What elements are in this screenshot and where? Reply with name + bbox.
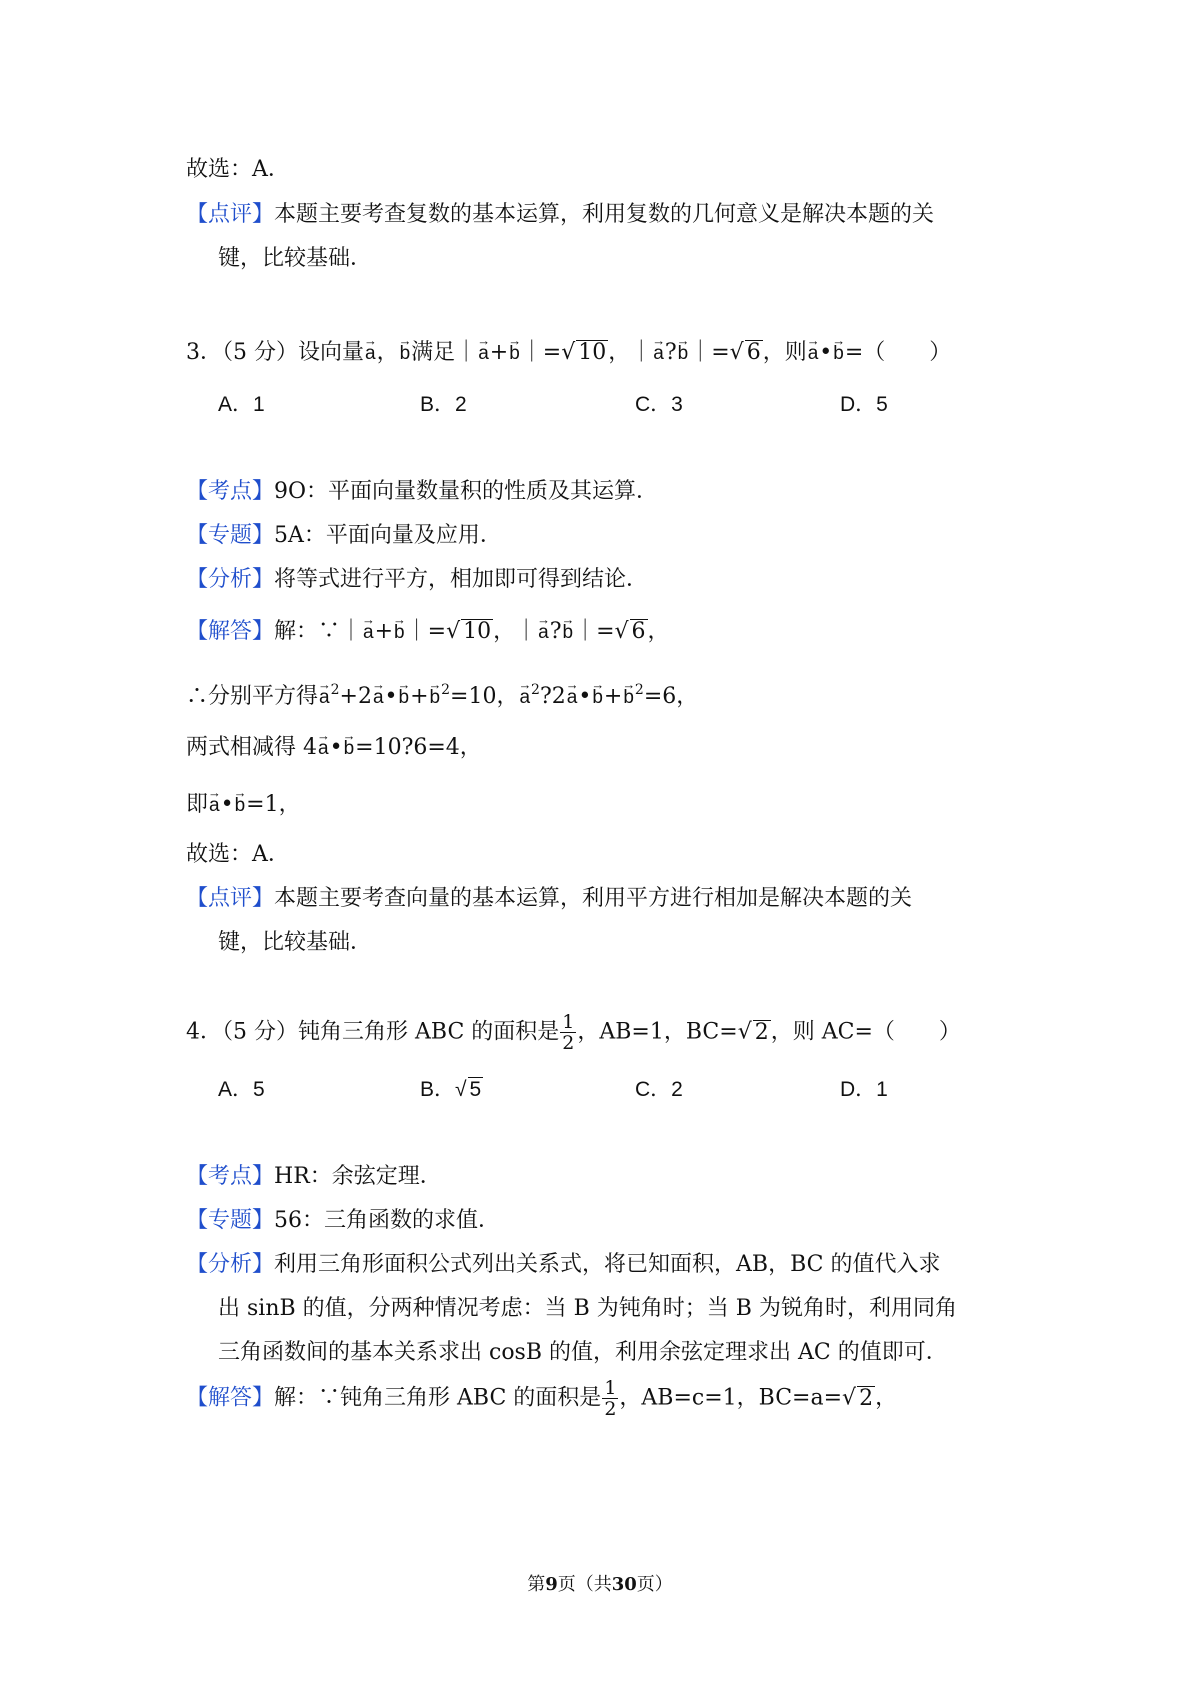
fraction-one-half: $\frac{1}{2}$ <box>562 1011 575 1054</box>
q4-option-c: C．2 <box>635 1078 683 1101</box>
prev-answer: 故选：A． <box>186 157 290 182</box>
q3-stem: 3．（5 分）设向量→ a，→ b满足｜→ a+→ b｜=√ 10，｜→ a?→ b｜=√ 6，则→ a•→ b=（ ） <box>186 338 951 369</box>
q3-comment-cont: 键，比较基础． <box>218 930 373 955</box>
q3-option-d: D．5 <box>840 393 888 416</box>
q4-fenxi-cont2: 三角函数间的基本关系求出 cosB 的值，利用余弦定理求出 AC 的值即可． <box>218 1340 948 1365</box>
q3-option-a: A．1 <box>218 393 265 416</box>
q4-option-b: B．√ 5 <box>420 1078 482 1101</box>
page-number: 9 <box>545 1574 558 1595</box>
page-total: 30 <box>611 1574 637 1595</box>
q3-step-result: 即→ a•→ b=1， <box>186 790 301 821</box>
q3-option-c: C．3 <box>635 393 683 416</box>
q4-option-d: D．1 <box>840 1078 888 1101</box>
q3-zhuanti: 【专题】5A：平面向量及应用． <box>186 523 502 548</box>
fraction-one-half: $\frac{1}{2}$ <box>604 1377 617 1420</box>
prev-comment-cont: 键，比较基础． <box>218 246 373 271</box>
q3-jieda: 【解答】解：∵｜→ a+→ b｜=√ 10，｜→ a?→ b｜=√ 6， <box>186 617 670 648</box>
q4-option-a: A．5 <box>218 1078 265 1101</box>
q4-jieda: 【解答】解：∵钝角三角形 ABC 的面积是 $\frac{1}{2}$ ，AB=c=1，BC=a=√ 2， <box>186 1377 898 1420</box>
q4-kaodian: 【考点】HR：余弦定理． <box>186 1164 442 1189</box>
q4-fenxi: 【分析】利用三角形面积公式列出关系式，将已知面积，AB，BC 的值代入求 <box>186 1252 941 1277</box>
q4-stem: 4．（5 分）钝角三角形 ABC 的面积是 $\frac{1}{2}$ ，AB=1，BC=√ 2，则 AC=（ ） <box>186 1011 961 1054</box>
q3-step-square: ∴分别平方得→ $a^2+2\to$ a•→ $b+\to b^2=10$，→ $a^2?2\to$ a•→ $b+\to b^2=6$， <box>186 675 698 713</box>
q3-step-subtract: 两式相减得 4→ a•→ b=10?6=4， <box>186 733 482 764</box>
q4-zhuanti: 【专题】56：三角函数的求值． <box>186 1208 501 1233</box>
comment-tag: 【点评】 <box>186 202 275 227</box>
q3-comment: 【点评】本题主要考查向量的基本运算，利用平方进行相加是解决本题的关 <box>186 886 913 911</box>
q3-option-b: B．2 <box>420 393 467 416</box>
q3-kaodian: 【考点】9O：平面向量数量积的性质及其运算． <box>186 479 659 504</box>
q3-fenxi: 【分析】将等式进行平方，相加即可得到结论． <box>186 567 649 592</box>
q4-fenxi-cont1: 出 sinB 的值，分两种情况考虑：当 B 为钝角时；当 B 为锐角时，利用同角 <box>218 1296 957 1321</box>
page-footer: 第9页（共30页） <box>527 1574 673 1595</box>
q3-answer: 故选：A． <box>186 842 290 867</box>
prev-comment: 【点评】本题主要考查复数的基本运算，利用复数的几何意义是解决本题的关 <box>186 202 935 227</box>
